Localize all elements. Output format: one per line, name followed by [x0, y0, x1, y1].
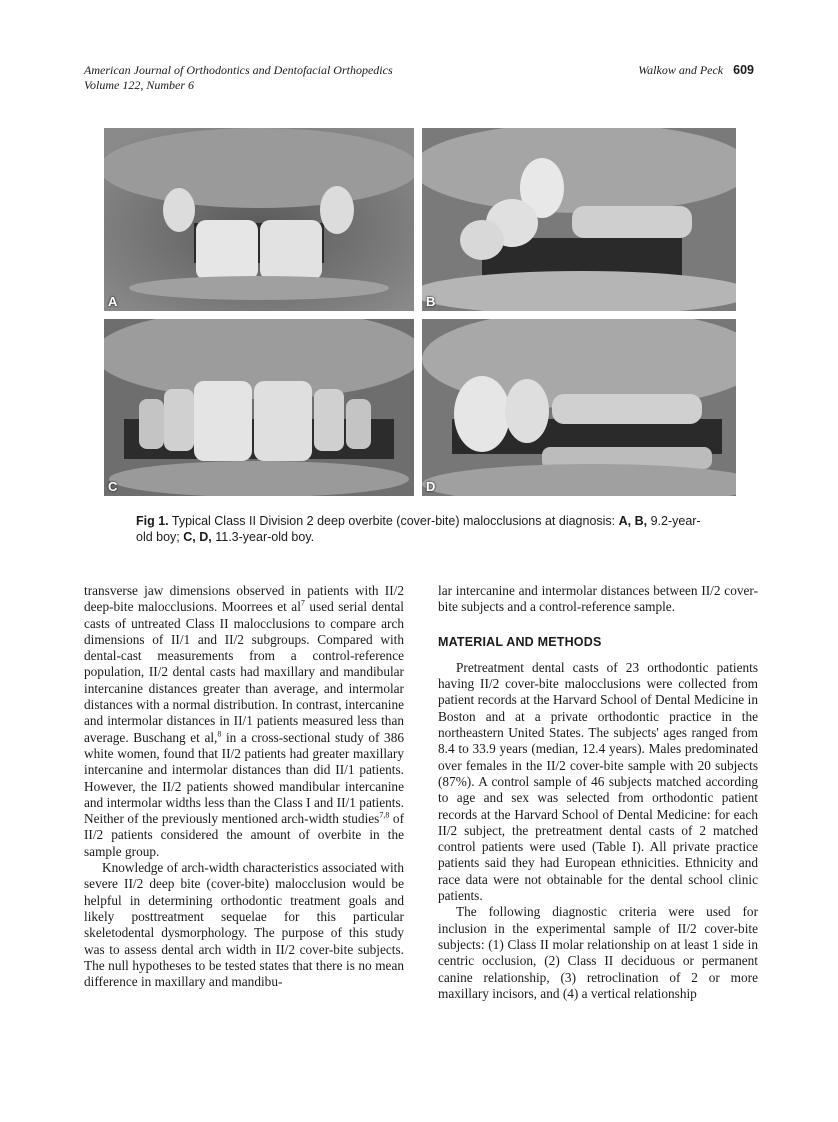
figure-caption — [136, 513, 716, 545]
reference-marker: 7,8 — [379, 810, 390, 820]
running-header-right — [638, 63, 754, 78]
body-column-right — [438, 583, 758, 1002]
page-number: 609 — [733, 63, 754, 77]
journal-title: American Journal of Orthodontics and Dentofacial Orthopedics — [84, 63, 393, 77]
journal-volume: Volume 122, Number 6 — [84, 78, 194, 92]
text-run: transverse jaw dimensions observed in patients with II/2 deep-bite malocclusions. Moorrees et al — [84, 583, 404, 615]
section-heading: MATERIAL AND METHODS — [438, 634, 602, 649]
caption-age-2: 11.3-year-old boy. — [211, 530, 315, 544]
text-run: used serial dental casts of untreated Class II malocclusions to compare arch dimensions of II/1 and II/2 subgroups. Compared with dental-cast measurements from a control-reference population, II/2 dental casts had maxillary and mandibular intercanine distances greater than average, and intermolar distances with a normal distribution. In contrast, intercanine and intermolar distances in II/1 patients measured less than average. Buschang et al, — [84, 599, 405, 745]
teeth-frontal-image — [104, 128, 414, 311]
teeth-lateral-image — [422, 319, 736, 496]
paragraph — [84, 583, 404, 860]
caption-text: Typical Class II Division 2 deep overbite (cover-bite) malocclusions at diagnosis: — [168, 514, 619, 528]
caption-label: Fig 1. — [136, 514, 169, 528]
figure-panel-b — [422, 128, 736, 311]
caption-age-1: 9.2-year-old boy; — [136, 514, 701, 544]
reference-marker: 8 — [217, 729, 222, 739]
paragraph: Knowledge of arch-width characteristics associated with severe II/2 deep bite (cover-bite) malocclusion would be helpful in determining orthodontic treatment goals and likely posttreatment sequelae for this particular skeletodental dysmorphology. The purpose of this study was to assess dental arch width in II/2 cover-bite subjects. The null hypotheses to be tested states that there is no mean difference in maxillary and mandibu- — [84, 860, 404, 990]
reference-marker: 7 — [300, 598, 305, 608]
caption-panels-ab: A, B, — [618, 514, 648, 528]
paragraph: The following diagnostic criteria were used for inclusion in the experimental sample of II/2 cover-bite subjects: (1) Class II molar relationship on at least 1 side in centric occlusion, (2) Class II deciduous or permanent canine relationship, (3) retroclination of 2 or more maxillary incisors, and (4) a vertical relationship — [438, 904, 758, 1001]
author-names: Walkow and Peck — [638, 63, 724, 77]
teeth-lateral-image — [422, 128, 736, 311]
caption-panels-cd: C, D, — [183, 530, 212, 544]
panel-label: C — [108, 479, 118, 494]
figure-panel-a — [104, 128, 414, 311]
paragraph: Pretreatment dental casts of 23 orthodontic patients having II/2 cover-bite malocclusions were collected from patient records at the Harvard School of Dental Medicine in Boston and at a private orthodontic practice in the northeastern United States. The subjects' ages ranged from 8.4 to 33.9 years (median, 12.4 years). Males predominated over females in the II/2 cover-bite sample with 20 subjects (87%). A control sample of 46 subjects matched according to age and sex was selected from orthodontic patient records at the Harvard School of Dental Medicine: for each II/2 subject, the pretreatment dental casts of 2 matched control patients were used (Table I). All private practice patients said they had European ethnicities. Ethnicity and race data were not obtainable for the dental school clinic patients. — [438, 659, 758, 904]
text-run: of II/2 patients considered the amount of overbite in the sample group. — [84, 811, 404, 859]
teeth-frontal-image — [104, 319, 414, 496]
text-run: in a cross-sectional study of 386 white women, found that II/2 patients had greater maxillary intercanine and intermolar distances than did II/1 patients. However, the II/2 patients showed mandibular intercanine and intermolar widths less than the Class I and II/1 patients. Neither of the previously mentioned arch-width studies — [84, 729, 404, 827]
panel-label: B — [426, 294, 436, 309]
panel-label: A — [108, 294, 118, 309]
figure-panel-c — [104, 319, 414, 496]
running-header-left — [84, 63, 393, 93]
figure-panel-d — [422, 319, 736, 496]
body-column-left — [84, 583, 404, 990]
paragraph: lar intercanine and intermolar distances between II/2 cover-bite subjects and a control-reference sample. — [438, 583, 758, 615]
panel-label: D — [426, 479, 436, 494]
